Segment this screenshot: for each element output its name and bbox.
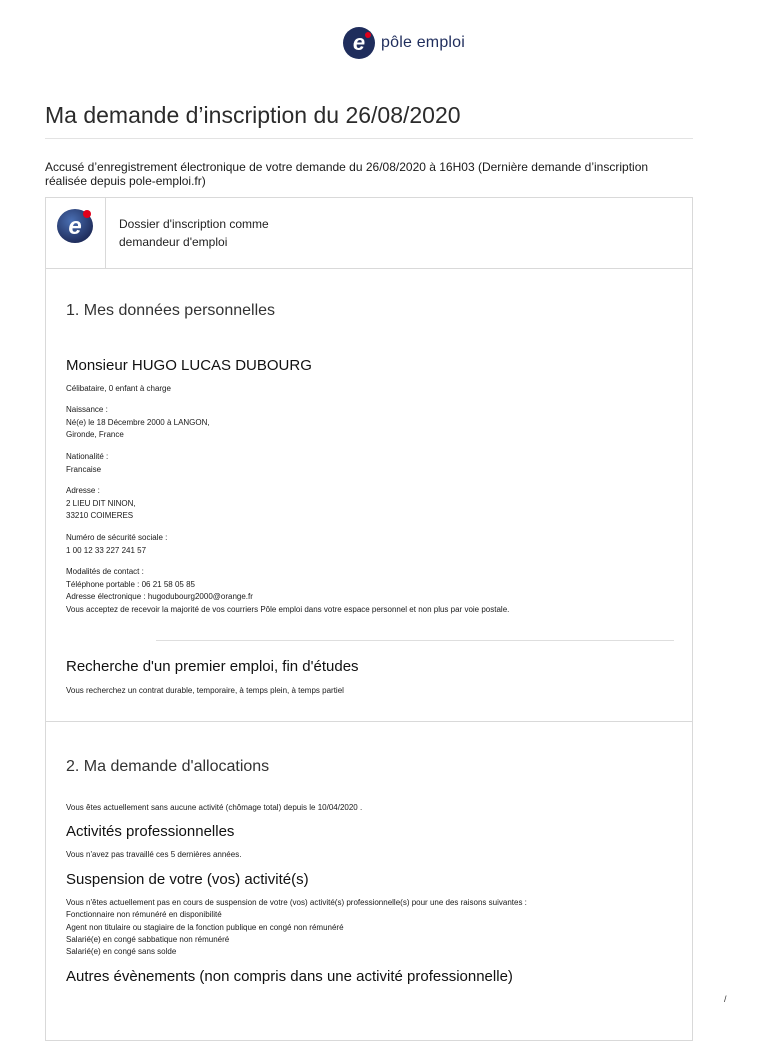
birth-block: [66, 404, 210, 442]
ssn-value: 1 00 12 33 227 241 57: [66, 545, 147, 555]
address-line2: 33210 COIMERES: [66, 511, 134, 520]
contact-phone: Téléphone portable : 06 21 58 05 85: [66, 579, 195, 589]
job-search-title: Recherche d'un premier emploi, fin d'études: [66, 658, 359, 675]
family-status: Célibataire, 0 enfant à charge: [66, 384, 171, 393]
professional-activities-text: Vous n'avez pas travaillé ces 5 dernières années.: [66, 850, 242, 859]
section-allocations: [45, 721, 693, 1041]
address-block: [66, 485, 136, 523]
pole-emploi-logo: [342, 26, 465, 60]
person-name: Monsieur HUGO LUCAS DUBOURG: [66, 357, 312, 374]
other-events-title: Autres évènements (non compris dans une activité professionnelle): [66, 968, 513, 985]
suspension-line: Salarié(e) en congé sans solde: [66, 947, 177, 957]
page-marker: /: [724, 994, 727, 1004]
suspension-line: Fonctionnaire non rémunéré en disponibilité: [66, 910, 222, 920]
brand-name: pôle emploi: [381, 34, 466, 51]
section1-divider: [156, 640, 674, 641]
pole-emploi-logo-icon: [342, 26, 376, 60]
nationality-value: Francaise: [66, 464, 102, 474]
job-search-text: Vous recherchez un contrat durable, temporaire, à temps plein, à temps partiel: [66, 686, 344, 695]
ssn-block: [66, 532, 167, 557]
page-title: Ma demande d’inscription du 26/08/2020: [45, 102, 461, 128]
contact-note: Vous acceptez de recevoir la majorité de vos courriers Pôle emploi dans votre espace personnel et non plus par voie postale.: [66, 604, 510, 614]
birth-label: Naissance :: [66, 405, 108, 414]
suspension-title: Suspension de votre (vos) activité(s): [66, 871, 309, 888]
svg-text:e: e: [68, 213, 82, 240]
suspension-line: Agent non titulaire ou stagiaire de la fonction publique en congé non rémunéré: [66, 922, 344, 932]
dossier-header-box: [45, 197, 693, 269]
nationality-block: [66, 451, 108, 476]
professional-activities-title: Activités professionnelles: [66, 823, 235, 840]
birth-line2: Gironde, France: [66, 430, 124, 439]
title-divider: [45, 138, 693, 139]
contact-email: Adresse électronique : hugodubourg2000@orange.fr: [66, 592, 253, 601]
svg-text:e: e: [352, 30, 366, 55]
acknowledgement-text: Accusé d’enregistrement électronique de votre demande du 26/08/2020 à 16H03 (Dernière demande d’inscription réalisée depuis pole-emploi.fr): [45, 160, 649, 188]
contact-block: [66, 566, 509, 616]
dossier-title-line1: Dossier d'inscription comme: [119, 217, 269, 231]
section1-title: 1. Mes données personnelles: [66, 302, 276, 319]
address-line1: 2 LIEU DIT NINON,: [66, 498, 136, 508]
suspension-list: [66, 897, 527, 958]
dossier-title: [119, 215, 319, 251]
section-personal-data: [45, 268, 693, 722]
birth-line1: Né(e) le 18 Décembre 2000 à LANGON,: [66, 417, 210, 427]
nationality-label: Nationalité :: [66, 452, 109, 461]
pole-emploi-e-icon: [56, 206, 96, 244]
suspension-line: Vous n'êtes actuellement pas en cours de suspension de votre (vos) activité(s) professionnelle(s) pour une des raisons suivantes :: [66, 898, 527, 907]
suspension-line: Salarié(e) en congé sabbatique non rémunéré: [66, 934, 230, 944]
unemployment-status: Vous êtes actuellement sans aucune activité (chômage total) depuis le 10/04/2020 .: [66, 803, 363, 812]
dossier-logo-cell: [46, 198, 106, 268]
address-label: Adresse :: [66, 486, 100, 495]
section2-title: 2. Ma demande d'allocations: [66, 758, 270, 775]
dossier-title-line2: demandeur d'emploi: [119, 235, 228, 249]
contact-label: Modalités de contact :: [66, 567, 144, 576]
ssn-label: Numéro de sécurité sociale :: [66, 533, 168, 542]
